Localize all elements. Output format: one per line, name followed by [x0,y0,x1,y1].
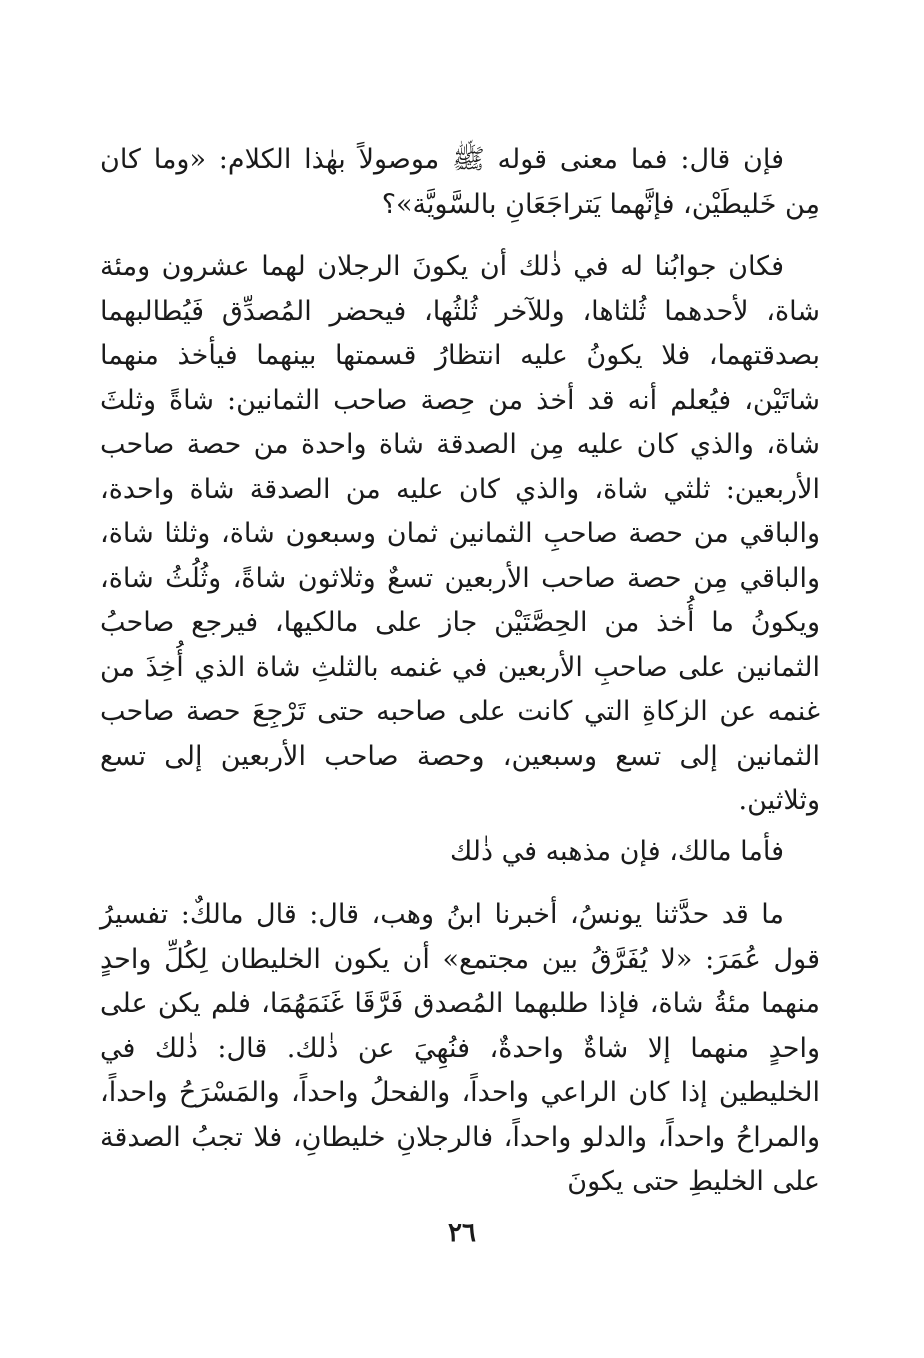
paragraph-text: فأما مالك، فإن مذهبه في ذٰلك [450,836,784,867]
paragraph-text: فإن قال: فما معنى قوله ﷺ موصولاً بهٰذا الكلام: «وما كان مِن خَليطَيْن، فإنَّهما يَتراجَعَانِ بالسَّويَّة»؟ [100,144,820,220]
paragraph-text: فكان جوابُنا له في ذٰلك أن يكونَ الرجلان لهما عشرون ومئة شاة، لأحدهما ثُلثاها، وللآخر ثُلثُها، فيحضر المُصدِّق فَيُطالبهما بصدقتهما، فلا يكونُ عليه انتظارُ قسمتها بينهما فيأخذ منهما شاتَيْن، فيُعلم أنه قد أخذ من حِصة صاحب الثمانين: شاةً وثلثَ شاة، والذي كان عليه مِن الصدقة شاة واحدة من حصة صاحب الأربعين: ثلثي شاة، والذي كان عليه من الصدقة شاة واحدة، والباقي من حصة صاحبِ الثمانين ثمان وسبعون شاة، وثلثا شاة، والباقي مِن حصة صاحب الأربعين تسعٌ وثلاثون شاةً، وثُلُثُ شاة، ويكونُ ما أُخذ من الحِصَّتَيْن جاز على مالكيها، فيرجع صاحبُ الثمانين على صاحبِ الأربعين في غنمه بالثلثِ شاة الذي أُخِذَ من غنمه عن الزكاةِ التي كانت على صاحبه حتى تَرْجِعَ حصة صاحب الثمانين إلى تسع وسبعين، وحصة صاحب الأربعين إلى تسع وثلاثين. [100,251,820,816]
paragraph-malik-heading [100,830,820,875]
paragraph-question [100,138,820,227]
paragraph-malik-narration [100,893,820,1205]
paragraph-answer [100,245,820,824]
paragraph-text: ما قد حدَّثنا يونسُ، أخبرنا ابنُ وهب، قال: قال مالكٌ: تفسيرُ قول عُمَرَ: «لا يُفَرَّقُ بين مجتمع» أن يكون الخليطان لِكُلِّ واحدٍ منهما مئةُ شاة، فإذا طلبهما المُصدق فَرَّقَا غَنَمَهُمَا، فلم يكن على واحدٍ منهما إلا شاةٌ واحدةٌ، فنُهِيَ عن ذٰلك. قال: ذٰلك في الخليطين إذا كان الراعي واحداً، والفحلُ واحداً، والمَسْرَحُ واحداً، والمراحُ واحداً، والدلو واحداً، فالرجلانِ خليطانِ، فلا تجبُ الصدقة على الخليطِ حتى يكونَ [100,899,820,1197]
page-number: ٢٦ [448,1218,476,1248]
